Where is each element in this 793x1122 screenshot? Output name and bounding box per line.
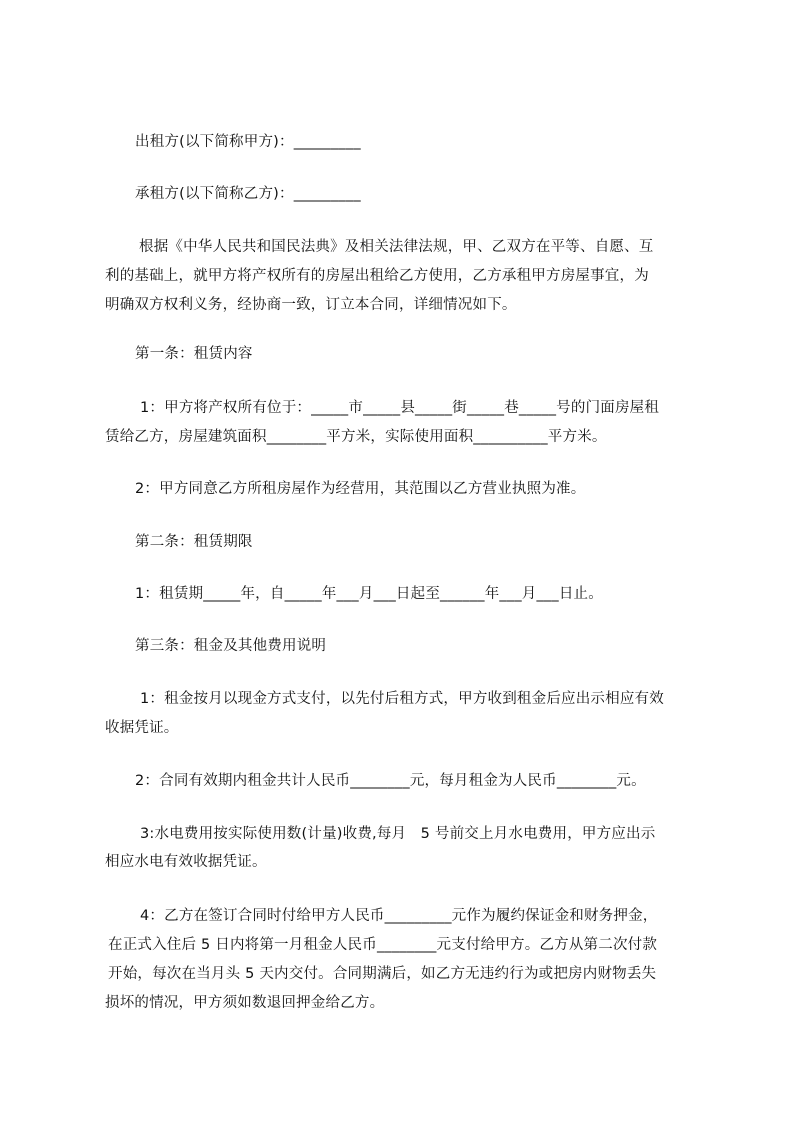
article-3-clause-3-line-2: 相应水电有效收据凭证。 <box>105 854 267 870</box>
article-3-clause-4-line-3: 开始，每次在当月头 5 天内交付。合同期满后，如乙方无违约行为或把房内财物丢失 <box>108 966 657 982</box>
article-2-title: 第二条：租赁期限 <box>135 534 253 550</box>
article-3-clause-4-line-2: 在正式入住后 5 日内将第一月租金人民币________元支付给甲方。乙方从第二次付款 <box>108 937 658 953</box>
article-3-clause-4-line-1: 4：乙方在签订合同时付给甲方人民币_________元作为履约保证金和财务押金， <box>140 908 658 924</box>
lessee-line: 承租方(以下简称乙方)：_________ <box>135 186 361 202</box>
lessor-line: 出租方(以下简称甲方)：_________ <box>135 134 361 150</box>
preamble-line-2: 利的基础上，就甲方将产权所有的房屋出租给乙方使用，乙方承租甲方房屋事宜，为 <box>105 268 649 284</box>
article-1-clause-1-line-2: 赁给乙方，房屋建筑面积________平方米，实际使用面积__________平方米。 <box>105 429 607 445</box>
article-1-clause-1-line-1: 1：甲方将产权所有位于：_____市_____县_____街_____巷_____号的门面房屋租 <box>140 400 660 416</box>
article-1-title: 第一条：租赁内容 <box>135 346 253 362</box>
article-3-clause-2: 2：合同有效期内租金共计人民币________元，每月租金为人民币________元。 <box>135 773 646 789</box>
article-3-clause-4-line-4: 损坏的情况，甲方须如数退回押金给乙方。 <box>105 995 385 1011</box>
article-2-clause-1: 1：租赁期_____年，自_____年___月___日起至______年___月___日止。 <box>135 586 603 602</box>
article-3-title: 第三条：租金及其他费用说明 <box>135 638 327 654</box>
article-3-clause-1-line-2: 收据凭证。 <box>105 720 179 736</box>
article-3-clause-1-line-1: 1：租金按月以现金方式支付，以先付后租方式，甲方收到租金后应出示相应有效 <box>140 691 664 707</box>
preamble-line-1: 根据《中华人民共和国民法典》及相关法律法规，甲、乙双方在平等、自愿、互 <box>139 239 654 255</box>
article-1-clause-2: 2：甲方同意乙方所租房屋作为经营用，其范围以乙方营业执照为准。 <box>135 481 586 497</box>
article-3-clause-3-line-1: 3:水电费用按实际使用数(计量)收费,每月 5 号前交上月水电费用，甲方应出示 <box>140 826 656 842</box>
preamble-line-3: 明确双方权利义务，经协商一致，订立本合同，详细情况如下。 <box>105 297 517 313</box>
